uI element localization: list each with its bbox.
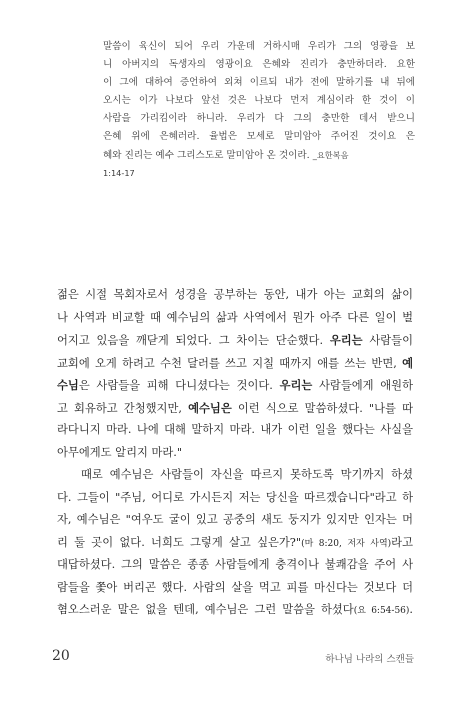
epigraph-line: 니 아버지의 독생자의 영광이요 은혜와 진리가 충만하더라. 요한 [103, 59, 415, 70]
text-run: 어지고 있음을 깨닫게 되었다. 그 차이는 단순했다. [57, 334, 330, 347]
scripture-citation: (마 8:20, 저자 사역) [301, 538, 392, 549]
epigraph-reference: 1:14-17 [103, 168, 135, 178]
body-text [57, 284, 413, 622]
epigraph-line: 사람을 가리킴이라 하니라. 우리가 다 그의 충만한 데서 받으니 [103, 113, 415, 124]
epigraph-line: 이 그에 대하여 증언하여 외쳐 이르되 내가 전에 말하기를 내 뒤에 [103, 77, 415, 88]
paragraph-line: 라다니지 마라. 나에 대해 말하지 마라. 내가 이런 일을 했다는 사실을 [57, 423, 413, 436]
emphasis-text: 수님 [57, 378, 79, 392]
text-run: 다. 그들이 "주님, 어디로 가시든지 저는 당신을 따르겠습니다"라고 하 [57, 490, 413, 504]
text-run: 이런 식으로 말씀하셨다. "나를 따 [231, 401, 413, 415]
text-run: 혐오스러운 말은 없을 텐데, 예수님은 그런 말씀을 하셨다 [57, 603, 354, 616]
text-run: 교회에 오게 하려고 수천 달러를 쓰고 지칠 때까지 애를 쓰는 반면, [57, 356, 403, 370]
paragraph-line: 대답하셨다. 그의 말씀은 종종 사람들에게 충격이나 불쾌감을 주어 사 [57, 558, 413, 571]
paragraph-line: 람들을 쫓아 버리곤 했다. 사람의 살을 먹고 피를 마신다는 것보다 더 [57, 580, 413, 594]
epigraph-line: 말씀이 육신이 되어 우리 가운데 거하시매 우리가 그의 영광을 보 [103, 41, 415, 52]
epigraph-line: 오시는 이가 나보다 앞선 것은 나보다 먼저 계심이라 한 것이 이 [103, 95, 415, 106]
paragraph-line [57, 374, 413, 397]
paragraph-line [57, 599, 413, 622]
text-run: 라고 [391, 535, 413, 549]
paragraph-line: 자, 예수님은 "여우도 굴이 있고 공중의 새도 둥지가 있지만 인자는 머 [57, 513, 413, 526]
paragraph-line [57, 352, 413, 375]
emphasis-text: 우리는 [279, 378, 313, 392]
epigraph-last-line [103, 146, 415, 164]
paragraph-line: 아무에게도 알리지 마라." [57, 445, 183, 459]
scripture-citation: (요 6:54-56) [353, 606, 410, 616]
epigraph-source: _요한복음 [312, 150, 349, 160]
paragraph-line: 나 사역과 비교할 때 예수님의 삶과 사역에서 뭔가 아주 다른 일이 벌 [57, 310, 413, 324]
text-run: 사람들이 [362, 334, 413, 347]
epigraph-quote [103, 38, 415, 182]
text-run: 리 둘 곳이 없다. 너희도 그렇게 살고 싶은가?" [57, 535, 302, 549]
text-run: 은 사람들을 피해 다니셨다는 것이다. [78, 379, 280, 392]
epigraph-line: 혜와 진리는 예수 그리스도로 말미암아 온 것이라. [103, 150, 310, 161]
paragraph-line: 때로 예수님은 사람들이 자신을 따르지 못하도록 막기까지 하셨 [81, 468, 413, 481]
text-run: . [409, 603, 413, 616]
emphasis-text: 예수님은 [188, 400, 232, 415]
paragraph-line [57, 397, 413, 420]
emphasis-text: 예 [402, 355, 413, 370]
emphasis-text: 우리는 [329, 333, 363, 347]
page-number: 20 [52, 648, 70, 664]
text-run: 고 회유하고 간청했지만, [57, 401, 189, 415]
paragraph-line: 젊은 시절 목회자로서 성경을 공부하는 동안, 내가 아는 교회의 삶이 [57, 288, 413, 301]
paragraph-line [57, 487, 413, 510]
epigraph-line: 은혜 위에 은혜러라. 율법은 모세로 말미암아 주어진 것이요 은 [103, 131, 415, 142]
page-footer [52, 648, 414, 668]
paragraph-line [57, 532, 413, 555]
paragraph-line [57, 329, 413, 352]
running-title: 하나님 나라의 스캔들 [325, 654, 414, 665]
text-run: 사람들에게 애원하 [312, 379, 413, 392]
